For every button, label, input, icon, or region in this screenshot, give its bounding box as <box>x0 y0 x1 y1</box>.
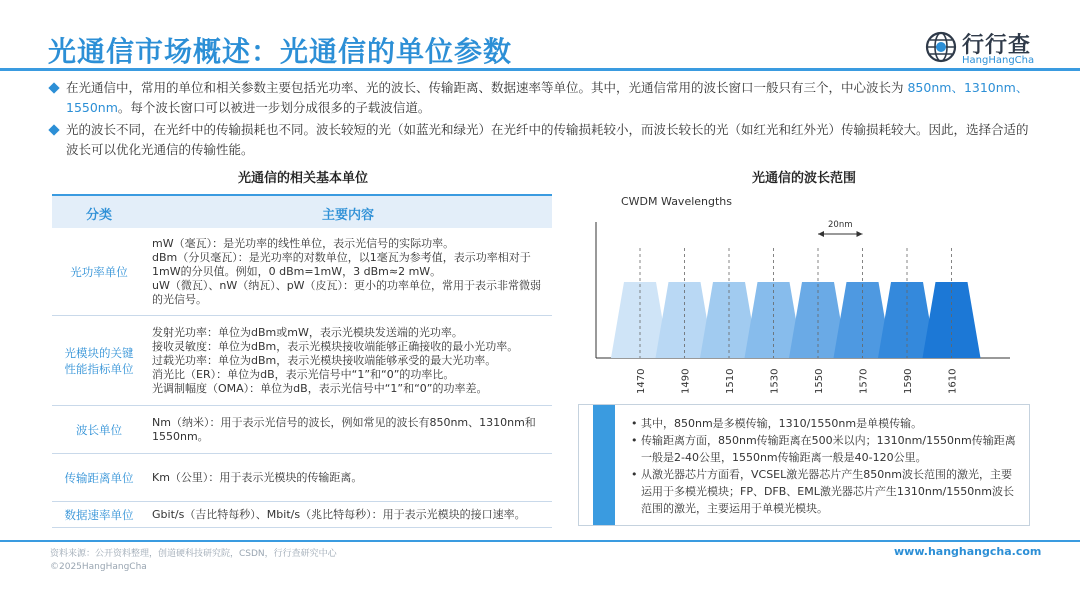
content-line: 接收灵敏度：单位为dBm，表示光模块接收端能够正确接收的最小光功率。 <box>152 339 519 353</box>
intro-text-part: 光的波长不同，在光纤中的传输损耗也不同。波长较短的光（如蓝光和绿光）在光纤中的传输损耗较小，而波长较长的光（如红光和红外光）传输损耗较大。因此，选择合适的波长可以优化光通信的传输性能。 <box>66 122 1029 157</box>
notes-box <box>578 404 1030 526</box>
logo-brand-en: HangHangCha <box>962 55 1035 66</box>
row-category: 波长单位 <box>76 422 122 437</box>
content-line: 光调制幅度（OMA）：单位为dB，表示光信号中“1”和“0”的功率差。 <box>152 381 488 395</box>
logo <box>924 28 1054 68</box>
cwdm-chart-svg <box>590 186 1020 408</box>
table-header-content: 主要内容 <box>322 208 375 223</box>
row-category: 传输距离单位 <box>64 470 134 485</box>
table-section-title: 光通信的相关基本单位 <box>238 171 369 186</box>
intro-bullet <box>50 78 1040 118</box>
footer-divider <box>0 540 1080 542</box>
tick-label: 1590 <box>903 368 914 394</box>
intro-text <box>50 78 1040 118</box>
table-row <box>52 406 552 454</box>
row-content <box>152 416 548 444</box>
spacing-arrow-head-right <box>857 231 863 237</box>
intro-bullet <box>50 120 1040 160</box>
tick-label: 1470 <box>636 368 647 394</box>
table-row <box>52 228 552 316</box>
row-category: 光模块的关键性能指标单位 <box>64 345 134 376</box>
row-content <box>152 471 548 485</box>
intro-text-part: 。每个波长窗口可以被进一步划分成很多的子载波信道。 <box>117 100 431 115</box>
content-line: dBm（分贝毫瓦）：是光功率的对数单位，以1毫瓦为参考值，表示功率相对于1mW的分贝值。例如，0 dBm=1mW，3 dBm≈2 mW。 <box>152 250 531 278</box>
chart-section-title: 光通信的波长范围 <box>752 171 857 186</box>
row-category: 数据速率单位 <box>64 507 134 522</box>
content-line: mW（毫瓦）：是光功率的线性单位，表示光信号的实际功率。 <box>152 236 455 250</box>
tick-label: 1490 <box>680 368 692 394</box>
notes-accent-bar <box>593 405 615 525</box>
spacing-arrow-head-left <box>818 231 824 237</box>
content-line: uW（微瓦）、nW（纳瓦）、pW（皮瓦）：更小的功率单位，常用于表示非常微弱的光信号。 <box>152 278 542 306</box>
website-link[interactable]: www.hanghangcha.com <box>894 545 1042 558</box>
note-item: • 从激光器芯片方面看，VCSEL激光器芯片产生850nm波长范围的激光，主要运用于多模光模块；FP、DFB、EML激光器芯片产生1310nm/1550nm波长范围的激光，主要运用于单模光模块。 <box>631 466 1019 517</box>
cwdm-chart <box>590 186 1020 408</box>
content-line: Km（公里）：用于表示光模块的传输距离。 <box>152 470 363 484</box>
content-line: Gbit/s（吉比特每秒）、Mbit/s（兆比特每秒）：用于表示光模块的接口速率。 <box>152 507 526 521</box>
tick-label: 1510 <box>725 368 736 394</box>
table-row <box>52 454 552 502</box>
notes-list <box>631 415 1019 517</box>
page-title: 光通信市场概述：光通信的单位参数 <box>48 35 513 68</box>
title-divider <box>0 68 1080 71</box>
table-header <box>52 194 552 228</box>
spacing-annotation: 20nm <box>828 220 853 230</box>
tick-label: 1610 <box>947 368 959 394</box>
row-content <box>152 326 548 396</box>
source-note: 资料来源：公开资料整理，创道硬科技研究院，CSDN，行行查研究中心 <box>50 549 337 559</box>
globe-logo-icon <box>924 30 958 64</box>
content-line: 过载光功率：单位为dBm，表示光模块接收端能够承受的最大光功率。 <box>152 353 497 367</box>
tick-label: 1550 <box>814 368 825 394</box>
table-header-category: 分类 <box>86 208 113 223</box>
row-category: 光功率单位 <box>70 264 128 279</box>
content-line: 消光比（ER）：单位为dB，表示光信号中“1”和“0”的功率比。 <box>152 367 455 381</box>
content-line: Nm（纳米）：用于表示光信号的波长，例如常见的波长有850nm、1310nm和1550nm。 <box>152 415 536 443</box>
chart-title: CWDM Wavelengths <box>621 195 732 208</box>
intro-text-part: 在光通信中，常用的单位和相关参数主要包括光功率、光的波长、传输距离、数据速率等单位。其中，光通信常用的波长窗口一般只有三个，中心波长为 <box>66 80 908 95</box>
note-item: • 其中，850nm是多模传输，1310/1550nm是单模传输。 <box>631 415 1019 432</box>
row-content <box>152 237 548 307</box>
content-line: 发射光功率：单位为dBm或mW，表示光模块发送端的光功率。 <box>152 325 463 339</box>
row-content <box>152 508 548 522</box>
copyright-note: ©2025HangHangCha <box>50 562 147 572</box>
tick-label: 1530 <box>769 368 781 394</box>
logo-brand-cn: 行行查 <box>962 33 1032 58</box>
note-item: • 传输距离方面，850nm传输距离在500米以内；1310nm/1550nm传输距离一般是2-40公里，1550nm传输距离一般是40-120公里。 <box>631 432 1019 466</box>
units-table <box>52 194 552 528</box>
tick-label: 1570 <box>858 368 870 394</box>
table-row <box>52 502 552 528</box>
table-row <box>52 316 552 406</box>
intro-text-highlight: 850nm、1310nm、1550nm <box>66 80 1029 115</box>
intro-text <box>50 120 1040 160</box>
